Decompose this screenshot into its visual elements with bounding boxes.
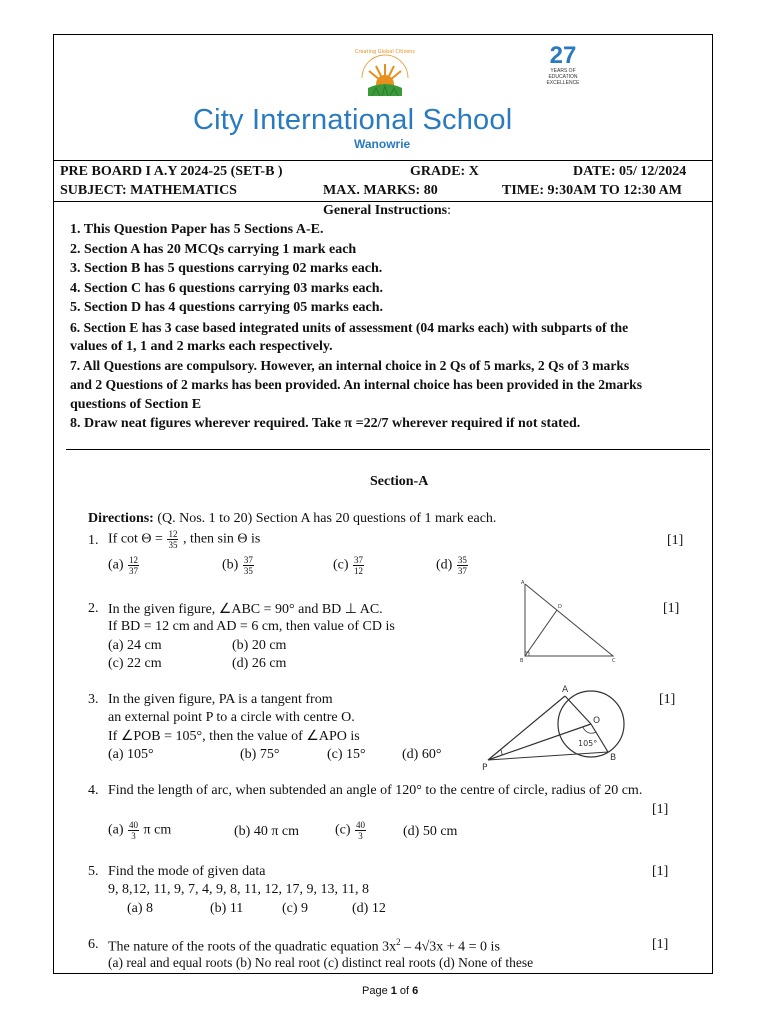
instructions-title	[323, 203, 451, 219]
q2-option-d: (d) 26 cm	[232, 656, 287, 671]
exam-grade: GRADE: X	[410, 164, 479, 179]
q1-frac-den: 35	[168, 540, 178, 550]
option-fraction	[457, 555, 468, 576]
question-5-data: 9, 8,12, 11, 9, 7, 4, 9, 8, 11, 12, 17, 9, 13, 11, 8	[108, 882, 369, 897]
q3-circle-figure	[478, 682, 633, 774]
logo-grass	[368, 84, 402, 96]
option-label: (c)	[335, 822, 351, 838]
option-den: 12	[354, 566, 364, 576]
q4-option-a	[108, 820, 171, 841]
q1-option-a	[108, 555, 140, 576]
instruction-line: values of 1, 1 and 2 marks each respectively.	[70, 339, 333, 354]
badge-text-2: EDUCATION	[548, 74, 578, 80]
option-num: 37	[243, 555, 253, 565]
instruction-line: 8. Draw neat figures wherever required. Take π =22/7 wherever required if not stated.	[70, 416, 581, 431]
question-3-line-3: If ∠POB = 105°, then the value of ∠APO is	[108, 729, 360, 744]
section-a-title: Section-A	[370, 474, 429, 489]
triangle-abc	[525, 584, 613, 656]
page-prefix: Page	[362, 985, 391, 997]
school-name: City International School	[193, 104, 513, 136]
question-1-marks: [1]	[667, 533, 684, 548]
question-5-number: 5.	[88, 864, 99, 879]
question-2-line-1: In the given figure, ∠ABC = 90° and BD ⊥ AC.	[108, 602, 383, 617]
option-fraction	[355, 820, 366, 841]
instructions-title-colon: :	[447, 203, 451, 218]
instruction-line: and 2 Questions of 2 marks has been provided. An internal choice has been provided in the 2marks	[70, 377, 643, 392]
instruction-line: 3. Section B has 5 questions carrying 02 marks each.	[70, 261, 383, 276]
q3-option-b: (b) 75°	[240, 747, 280, 762]
option-den: 3	[131, 831, 136, 841]
label-c: C	[612, 658, 616, 664]
school-logo	[354, 44, 416, 104]
q1-text-a: If cot Θ =	[108, 531, 167, 547]
altitude-bd	[525, 610, 557, 656]
question-6-text	[108, 937, 500, 956]
option-label: (b)	[222, 557, 239, 573]
q2-triangle-figure	[515, 578, 621, 664]
option-num: 40	[129, 820, 139, 830]
q1-option-b	[222, 555, 255, 576]
option-num: 35	[457, 555, 467, 565]
instruction-line: 2. Section A has 20 MCQs carrying 1 mark each	[70, 242, 357, 257]
instruction-line: 1. This Question Paper has 5 Sections A-E.	[70, 222, 324, 237]
label-b: B	[610, 753, 617, 763]
question-3-marks: [1]	[659, 692, 676, 707]
badge-text-3: EXCELLENCE	[546, 80, 580, 86]
instructions-divider	[66, 449, 710, 450]
school-location: Wanowrie	[354, 137, 411, 151]
question-4-line-1: Find the length of arc, when subtended an angle of 120° to the centre of circle, radius of 20 cm.	[108, 783, 643, 798]
badge-number: 27	[549, 42, 577, 69]
option-den: 35	[243, 566, 253, 576]
header-divider	[53, 160, 713, 161]
option-fraction	[128, 820, 139, 841]
tangent-pa	[488, 696, 565, 760]
page-of: of	[396, 985, 413, 997]
q1-option-d	[436, 555, 469, 576]
q3-option-a: (a) 105°	[108, 747, 154, 762]
directions-text: (Q. Nos. 1 to 20) Section A has 20 questions of 1 mark each.	[153, 511, 497, 526]
question-5-marks: [1]	[652, 864, 669, 879]
question-1-number: 1.	[88, 533, 99, 548]
page-total: 6	[412, 985, 419, 997]
question-2-number: 2.	[88, 601, 99, 616]
label-angle: 105°	[578, 739, 598, 748]
exam-name: PRE BOARD I A.Y 2024-25 (SET-B )	[60, 164, 283, 179]
section-a-directions	[88, 511, 496, 527]
option-label: (a)	[108, 557, 124, 573]
q1-fraction	[167, 529, 178, 550]
badge-text-1: YEARS OF	[550, 68, 576, 74]
q4-option-d: (d) 50 cm	[403, 824, 458, 839]
q2-option-b: (b) 20 cm	[232, 638, 287, 653]
q1-text-b: , then sin Θ is	[179, 531, 261, 547]
q3-option-d: (d) 60°	[402, 747, 442, 762]
option-fraction	[128, 555, 139, 576]
question-6-marks: [1]	[652, 937, 669, 952]
instruction-line: 7. All Questions are compulsory. However, an internal choice in 2 Qs of 5 marks, 2 Qs of 3 marks	[70, 358, 630, 373]
exam-subject: SUBJECT: MATHEMATICS	[60, 183, 237, 198]
option-fraction	[243, 555, 254, 576]
q5-option-c: (c) 9	[282, 901, 309, 916]
question-4-marks: [1]	[652, 802, 669, 817]
question-3-number: 3.	[88, 692, 99, 707]
q4-option-c	[335, 820, 367, 841]
exam-max-marks: MAX. MARKS: 80	[323, 183, 438, 198]
option-num: 37	[354, 555, 364, 565]
option-den: 37	[129, 566, 139, 576]
question-3-line-2: an external point P to a circle with centre O.	[108, 710, 355, 725]
option-label: (a)	[108, 822, 124, 838]
anniversary-badge	[538, 44, 588, 86]
label-d: D	[558, 604, 562, 610]
q2-option-a: (a) 24 cm	[108, 638, 162, 653]
option-fraction	[353, 555, 364, 576]
option-num: 12	[129, 555, 139, 565]
option-label: (c)	[333, 557, 349, 573]
page-footer	[362, 985, 418, 997]
label-a: A	[521, 580, 525, 586]
exam-date: DATE: 05/ 12/2024	[573, 164, 687, 179]
option-num: 40	[356, 820, 366, 830]
q6-superscript: 2	[396, 937, 401, 947]
label-a: A	[562, 685, 569, 695]
info-divider	[53, 201, 713, 202]
instruction-line: 5. Section D has 4 questions carrying 05 marks each.	[70, 300, 384, 315]
q5-option-a: (a) 8	[127, 901, 154, 916]
question-1-text	[108, 529, 260, 550]
q5-option-b: (b) 11	[210, 901, 244, 916]
question-6-number: 6.	[88, 937, 99, 952]
q1-frac-num: 12	[168, 529, 178, 539]
instruction-line: 6. Section E has 3 case based integrated units of assessment (04 marks each) with subparts of the	[70, 320, 629, 335]
logo-ring-text: Creating Global Citizens	[354, 49, 416, 55]
option-label: (d)	[436, 557, 453, 573]
q6-options: (a) real and equal roots (b) No real root (c) distinct real roots (d) None of these	[108, 955, 534, 970]
radius-oa	[565, 696, 591, 724]
label-o: O	[593, 716, 601, 726]
option-den: 3	[358, 831, 363, 841]
instruction-line: questions of Section E	[70, 397, 202, 412]
q5-option-d: (d) 12	[352, 901, 386, 916]
label-b: B	[520, 658, 524, 664]
q2-option-c: (c) 22 cm	[108, 656, 162, 671]
q1-option-c	[333, 555, 365, 576]
angle-p-arc	[501, 750, 502, 755]
directions-label: Directions:	[88, 511, 154, 526]
question-4-number: 4.	[88, 783, 99, 798]
q6-text-a: The nature of the roots of the quadratic equation 3x	[108, 939, 397, 955]
question-5-line-1: Find the mode of given data	[108, 864, 266, 879]
q6-text-b: – 4√3x + 4 = 0 is	[400, 939, 500, 955]
q4-option-b: (b) 40 π cm	[234, 824, 299, 839]
option-den: 37	[457, 566, 467, 576]
q3-option-c: (c) 15°	[327, 747, 366, 762]
option-suffix: π cm	[140, 822, 172, 838]
exam-time: TIME: 9:30AM TO 12:30 AM	[502, 183, 682, 198]
instruction-line: 4. Section C has 6 questions carrying 03 marks each.	[70, 281, 384, 296]
page-number: 1	[390, 985, 397, 997]
instructions-title-text: General Instructions	[323, 203, 448, 218]
question-2-line-2: If BD = 12 cm and AD = 6 cm, then value of CD is	[108, 619, 395, 634]
question-2-marks: [1]	[663, 601, 680, 616]
question-3-line-1: In the given figure, PA is a tangent from	[108, 692, 333, 707]
label-p: P	[482, 763, 488, 773]
